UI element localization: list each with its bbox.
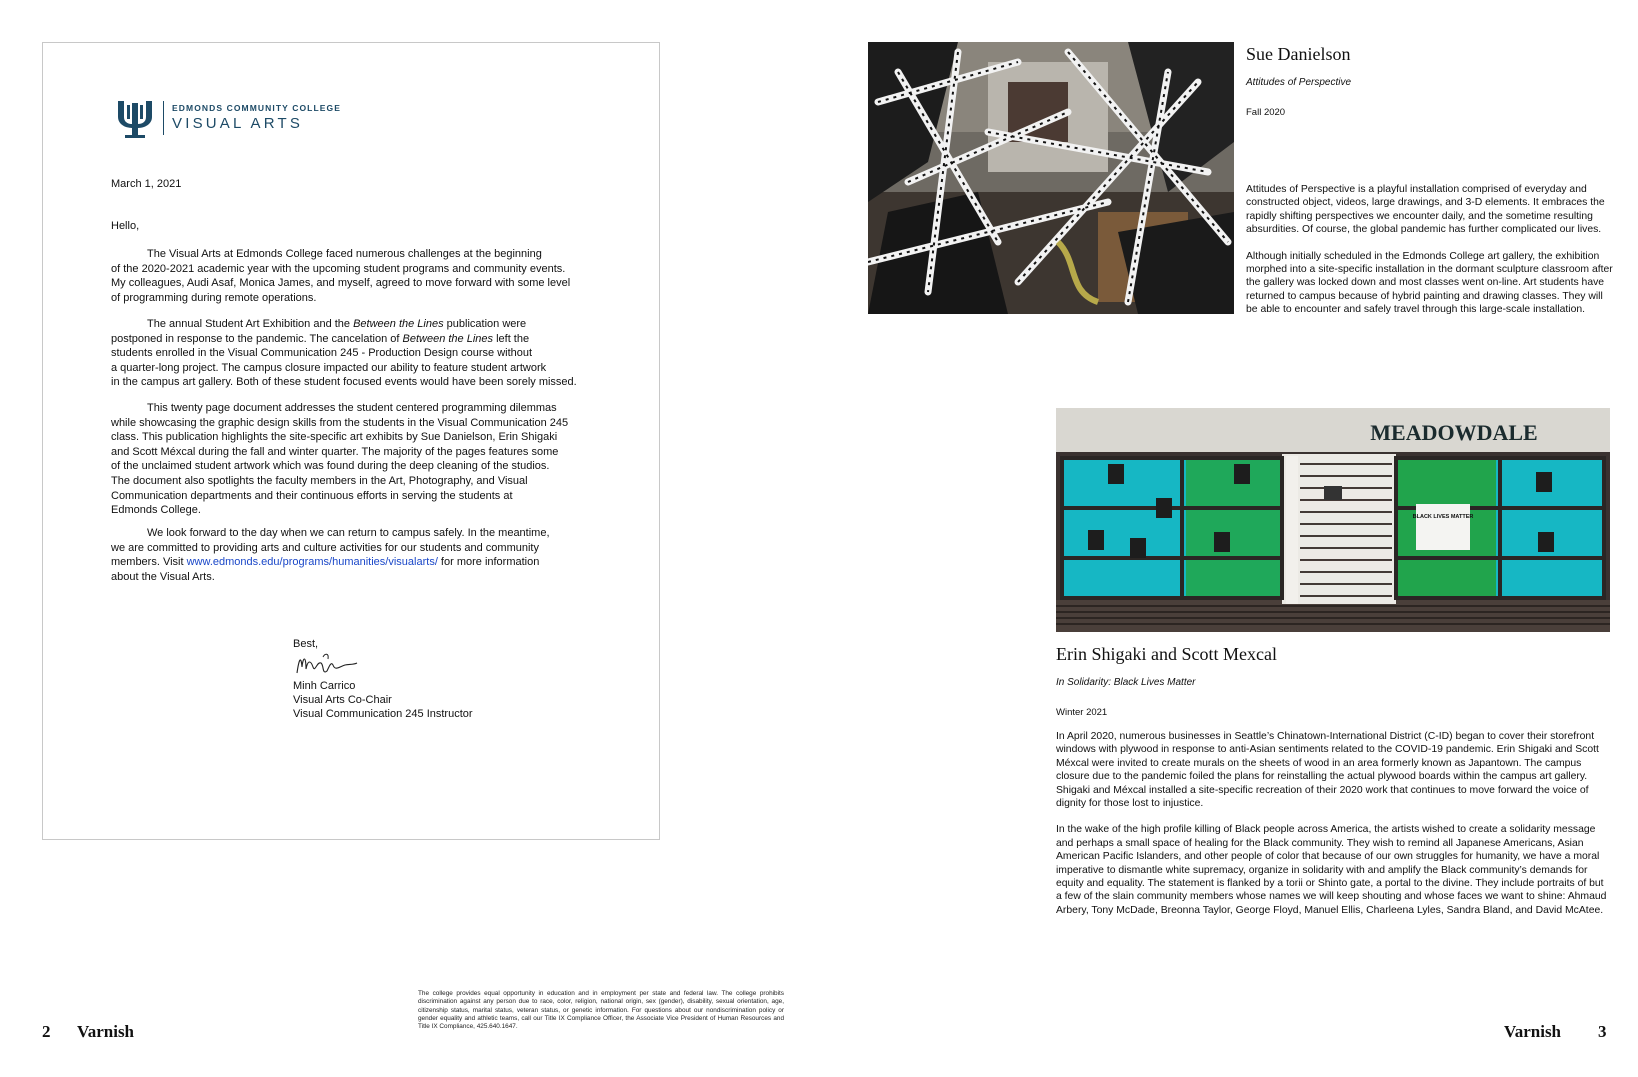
exhibit-2-title: In Solidarity: Black Lives Matter (1056, 677, 1196, 688)
nondiscrimination-statement: The college provides equal opportunity in education and in employment per state and federal law. The college prohibits discrimination against any person due to race, color, religion, national origin, sex (gender), disability, sexual orientation, age, citizenship status, marital status, veteran status, or genetic information. For questions about our nondiscrimination policy or gender equality and athletic teams, call our Title IX Compliance Officer, the Associate Vice President of Human Resources and Title IX Compliance, 425.640.1647. (418, 990, 784, 1031)
meadowdale-sign: MEADOWDALE (1370, 420, 1538, 445)
meadowdale-windows-photo (1056, 408, 1610, 632)
letter-page (42, 42, 660, 840)
exhibit-1-paragraph-1: Attitudes of Perspective is a playful installation comprised of everyday and constructed object, videos, large drawings, and 3-D elements. It embraces the rapidly shifting perspectives we encounter daily, and the sometime resulting absurdities. Of course, the global pandemic has further complicated our lives. (1246, 184, 1605, 236)
signer-title-1: Visual Arts Co-Chair (293, 694, 392, 706)
installation-photo (868, 42, 1234, 314)
right-page-number: 3 (1598, 1022, 1607, 1041)
right-magazine-name: Varnish (1504, 1022, 1562, 1041)
exhibit-1-title: Attitudes of Perspective (1246, 77, 1352, 88)
exhibit-1-artist: Sue Danielson (1246, 44, 1351, 64)
exhibit-1-season: Fall 2020 (1246, 107, 1286, 118)
letter-greeting: Hello, (111, 220, 140, 232)
exhibit-2-description (1056, 730, 1612, 917)
college-logo (115, 97, 341, 139)
letter-closing: Best, (293, 638, 319, 650)
logo-org-big: VISUAL ARTS (172, 115, 304, 132)
exhibit-1-paragraph-2: Although initially scheduled in the Edmonds College art gallery, the exhibition morphed into a site-specific installation in the dormant sculpture classroom after the gallery was locked down and most classes went on-line. Art students have returned to campus because of hybrid painting and drawing classes. They will be able to encounter and safely travel through this large-scale installation. (1246, 250, 1613, 316)
exhibit-2-season: Winter 2021 (1056, 707, 1108, 718)
exhibit-2-artists: Erin Shigaki and Scott Mexcal (1056, 644, 1277, 664)
signer-title-2: Visual Communication 245 Instructor (293, 708, 473, 720)
exhibit-1-description (1246, 183, 1614, 317)
trident-logo-icon (115, 97, 155, 139)
left-magazine-name: Varnish (77, 1022, 135, 1041)
signer-name: Minh Carrico (293, 680, 356, 692)
exhibit-2-paragraph-1: In April 2020, numerous businesses in Seattle’s Chinatown-International District (C-ID) began to cover their storefront windows with plywood in response to anti-Asian sentiments related to the COVID-19 pandemic. Erin Shigaki and Scott Méxcal were invited to create murals on the sheets of wood in an area formerly known as Japantown. The campus closure due to the pandemic foiled the plans for reinstalling the actual plywood boards within the campus art gallery. Shigaki and Méxcal installed a site-specific recreation of their 2020 work that continues to move forward the voice of dignity for those lost to injustice. (1056, 731, 1599, 810)
letter-date: March 1, 2021 (111, 178, 182, 190)
letter-paragraph-1: The Visual Arts at Edmonds College faced numerous challenges at the beginning of the 2020-2021 academic year with the upcoming student programs and community events. My colleagues, Audi Asaf, Monica James, and myself, agreed to move forward with some level of programming during remote operations. (111, 248, 571, 304)
letter-paragraph-3: This twenty page document addresses the student centered programming dilemmas while showcasing the graphic design skills from the students in the Visual Communication 245 class. This publication highlights the site-specific art exhibits by Sue Danielson, Erin Shigaki and Scott Méxcal during the fall and winter quarter. The majority of the pages features some of the unclaimed student artwork which was found during the deep cleaning of the studios. The document also spotlights the faculty members in the Art, Photography, and Visual Communication departments and their continuous efforts in serving the students at Edmonds College. (111, 402, 569, 517)
window-sign-text: BLACK LIVES MATTER (1412, 514, 1474, 520)
letter-paragraph-2: The annual Student Art Exhibition and the Between the Lines publication were postponed in response to the pandemic. The cancelation of Between the Lines left the students enrolled in the Visual Communication 245 - Production Design course without a quarter-long project. The campus closure impacted our ability to feature student artwork in the campus art gallery. Both of these student focused events would have been sorely missed. (111, 318, 577, 389)
left-page-number: 2 (42, 1022, 51, 1041)
signature-image (293, 649, 373, 679)
visual-arts-link[interactable]: www.edmonds.edu/programs/humanities/visualarts/ (186, 556, 438, 569)
logo-org-small: EDMONDS COMMUNITY COLLEGE (172, 103, 342, 113)
logo-divider (163, 101, 164, 135)
letter-paragraph-4: We look forward to the day when we can return to campus safely. In the meantime, we are committed to providing arts and culture activities for our students and community members. Visit www.edmonds.edu/programs/humanities/visualarts/ for more information about the Visual Arts. (111, 527, 550, 583)
exhibit-2-paragraph-2: In the wake of the high profile killing of Black people across America, the artists wished to create a solidarity message and perhaps a small space of healing for the Black community. They wish to remind all Japanese Americans, Asian American Pacific Islanders, and other people of color that because of our own struggles for humanity, we have a moral imperative to dismantle white supremacy, organize in solidarity with and amplify the Black community’s demands for equity and equality. The statement is flanked by a torii or Shinto gate, a portal to the divine. They include portraits of but a few of the slain community members whose names we will keep shouting and whose faces we want to shine: Ahmaud Arbery, Tony McDade, Breonna Taylor, George Floyd, Manuel Ellis, Charleena Lyles, Sandra Bland, and David McAtee. (1056, 824, 1607, 916)
